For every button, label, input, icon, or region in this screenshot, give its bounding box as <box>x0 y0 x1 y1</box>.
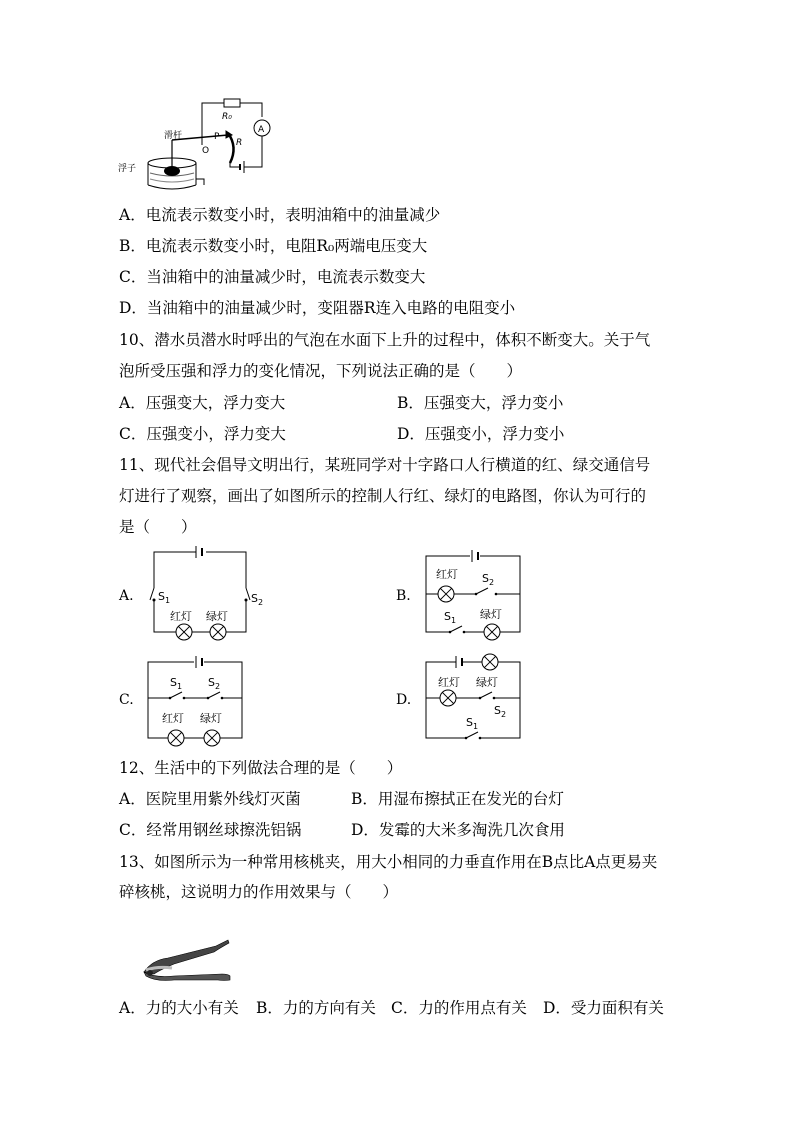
q10-option-a: A．压强变大，浮力变大 <box>119 394 286 412</box>
q13-option-c: C．力的作用点有关 <box>391 999 527 1017</box>
q9-option-b: B．电流表示数变小时，电阻R₀两端电压变大 <box>119 237 428 255</box>
c-s1: $S_1$ <box>170 676 183 691</box>
q12-stem: 12、生活中的下列做法合理的是（ ） <box>119 759 403 777</box>
q11-letter-d: D. <box>396 692 412 708</box>
q9-option-d: D．当油箱中的油量减少时，变阻器R连入电路的电阻变小 <box>119 299 516 317</box>
q10-stem-1: 10、潜水员潜水时呼出的气泡在水面下上升的过程中，体积不断变大。关于气 <box>119 331 651 349</box>
b-s1: $S_1$ <box>444 610 457 625</box>
q12-option-b: B．用湿布擦拭正在发光的台灯 <box>351 790 564 808</box>
a-green-light-label: 绿灯 <box>206 610 228 623</box>
q11-letter-a: A. <box>119 588 134 604</box>
circuit-c <box>146 654 250 748</box>
d-s1: $S_1$ <box>466 716 479 731</box>
q10-stem-2: 泡所受压强和浮力的变化情况，下列说法正确的是（ ） <box>119 362 523 380</box>
q10-option-b: B．压强变大，浮力变小 <box>397 394 564 412</box>
c-green-light-label: 绿灯 <box>200 712 222 725</box>
label-ammeter: A <box>258 125 265 135</box>
a-s2: $S_2$ <box>251 592 264 607</box>
circuit-d <box>424 652 524 742</box>
label-slider: 滑杆 <box>164 131 183 141</box>
label-float: 浮子 <box>118 164 137 174</box>
b-red-light-label: 红灯 <box>436 568 458 581</box>
d-red-light-label: 红灯 <box>438 676 460 689</box>
q11-stem-3: 是（ ） <box>119 518 197 536</box>
q11-letter-c: C. <box>119 692 134 708</box>
q13-stem-2: 碎核桃，这说明力的作用效果与（ ） <box>119 883 399 901</box>
b-s2: $S_2$ <box>482 572 495 587</box>
a-s1: $S_1$ <box>158 590 171 605</box>
label-r: R <box>236 138 243 148</box>
q13-option-a: A．力的大小有关 <box>119 999 239 1017</box>
q13-option-b: B．力的方向有关 <box>256 999 376 1017</box>
circuit-a <box>150 548 264 638</box>
c-s2: $S_2$ <box>208 676 221 691</box>
q11-stem-1: 11、现代社会倡导文明出行，某班同学对十字路口人行横道的红、绿交通信号 <box>119 456 651 474</box>
q12-option-a: A．医院里用紫外线灯灭菌 <box>119 790 301 808</box>
q9-option-a: A．电流表示数变小时，表明油箱中的油量减少 <box>119 206 441 224</box>
label-p: P <box>214 132 220 142</box>
q12-option-c: C．经常用钢丝球擦洗铝锅 <box>119 821 302 839</box>
oil-gauge-figure <box>118 95 280 195</box>
q13-stem-1: 13、如图所示为一种常用核桃夹，用大小相同的力垂直作用在B点比A点更易夹 <box>119 853 658 871</box>
q10-option-d: D．压强变小，浮力变小 <box>397 425 565 443</box>
q11-stem-2: 灯进行了观察，画出了如图所示的控制人行红、绿灯的电路图，你认为可行的 <box>119 487 647 505</box>
q13-option-d: D．受力面积有关 <box>543 999 664 1017</box>
d-green-light-label: 绿灯 <box>476 676 498 689</box>
b-green-light-label: 绿灯 <box>480 608 502 621</box>
q12-option-d: D．发霉的大米多淘洗几次食用 <box>351 821 565 839</box>
q11-letter-b: B. <box>396 588 411 604</box>
q10-option-c: C．压强变小，浮力变大 <box>119 425 286 443</box>
c-red-light-label: 红灯 <box>162 712 184 725</box>
circuit-b <box>424 548 524 648</box>
d-s2: $S_2$ <box>494 704 507 719</box>
nutcracker-figure <box>138 934 238 984</box>
label-o: O <box>202 146 210 156</box>
label-r0: R₀ <box>222 112 232 122</box>
a-red-light-label: 红灯 <box>170 610 192 623</box>
q9-option-c: C．当油箱中的油量减少时，电流表示数变大 <box>119 268 426 286</box>
